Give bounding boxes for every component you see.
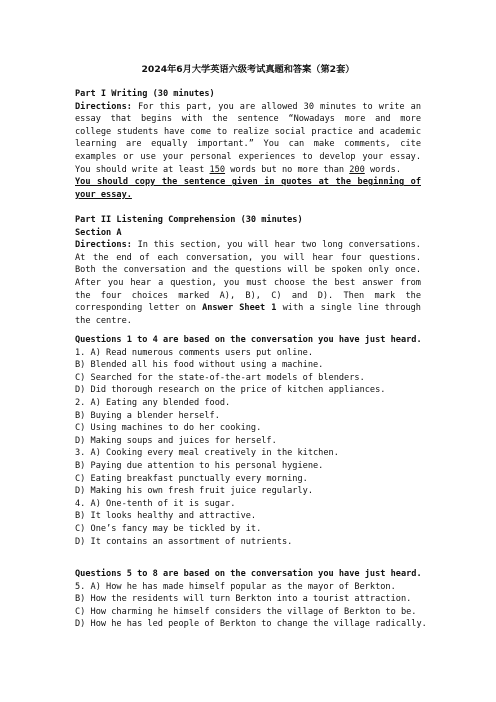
word-max: 200 <box>349 164 365 175</box>
question-line: B) How the residents will turn Berkton into a tourist attraction. <box>75 594 412 605</box>
part2-directions-text-a: In this section, you will hear two long conversations. At the end of each conversation, you will hear four questions. Both the conversation and the questions will be spoken only once. After you hear a question, you must choose the best answer from the four choices marked A), B), C) and D). Then mark the corresponding letter on <box>75 240 421 314</box>
part1-instruction: You should copy the sentence given in quotes at the beginning of your essay. <box>75 177 421 200</box>
question-group-1 <box>75 334 421 548</box>
part2-directions <box>75 239 421 327</box>
part2-section <box>75 214 421 327</box>
document-title: 2024年6月大学英语六级考试真题和答案（第2套） <box>141 64 355 75</box>
group1-heading: Questions 1 to 4 are based on the conversation you have just heard. <box>75 335 422 345</box>
question-line: B) Paying due attention to his personal hygiene. <box>75 460 324 471</box>
part1-directions-text-c: words. <box>364 164 401 175</box>
part1-directions <box>75 101 421 177</box>
question-line: C) Eating breakfast punctually every morning. <box>75 473 308 484</box>
question-line: 4. A) One-tenth of it is sugar. <box>75 498 236 509</box>
question-line: D) Making his own fresh fruit juice regularly. <box>75 486 313 497</box>
answer-sheet-label: Answer Sheet 1 <box>202 303 277 314</box>
question-line: B) It looks healthy and attractive. <box>75 511 257 522</box>
question-line: 5. A) How he has made himself popular as the mayor of Berkton. <box>75 581 396 592</box>
part1-section <box>75 88 421 201</box>
question-line: C) One’s fancy may be tickled by it. <box>75 523 262 534</box>
question-line: D) Making soups and juices for herself. <box>75 435 277 446</box>
part2-heading: Part II Listening Comprehension (30 minutes) <box>75 215 303 225</box>
question-line: B) Buying a blender herself. <box>75 410 220 421</box>
part1-directions-text-b: words but no more than <box>225 164 350 175</box>
part1-directions-label: Directions: <box>75 101 132 112</box>
question-group-2 <box>75 568 427 631</box>
question-line: D) It contains an assortment of nutrients. <box>75 536 293 547</box>
question-line: 1. A) Read numerous comments users put online. <box>75 347 313 358</box>
part2-directions-text-b: with a single line through the centre. <box>75 303 421 326</box>
question-line: C) Using machines to do her cooking. <box>75 423 262 434</box>
question-line: C) Searched for the state-of-the-art models of blenders. <box>75 372 365 383</box>
question-line: C) How charming he himself considers the village of Berkton to be. <box>75 606 417 617</box>
question-line: D) Did thorough research on the price of kitchen appliances. <box>75 385 386 396</box>
question-line: D) How he has led people of Berkton to change the village radically. <box>75 619 427 630</box>
part1-heading: Part I Writing (30 minutes) <box>75 89 215 99</box>
question-line: B) Blended all his food without using a machine. <box>75 360 324 371</box>
question-line: 2. A) Eating any blended food. <box>75 397 231 408</box>
group2-heading: Questions 5 to 8 are based on the conversation you have just heard. <box>75 569 422 579</box>
section-a-label: Section A <box>75 227 122 238</box>
word-min: 150 <box>209 164 226 175</box>
part2-directions-label: Directions: <box>75 240 132 251</box>
question-line: 3. A) Cooking every meal creatively in the kitchen. <box>75 448 339 459</box>
part1-directions-text-a: For this part, you are allowed 30 minutes to write an essay that begins with the sentence “Nowadays more and more college students have come to realize social practice and academic learning are equally important.” You can make comments, cite examples or use your personal experiences to develop your essay. You should write at least <box>75 101 421 175</box>
